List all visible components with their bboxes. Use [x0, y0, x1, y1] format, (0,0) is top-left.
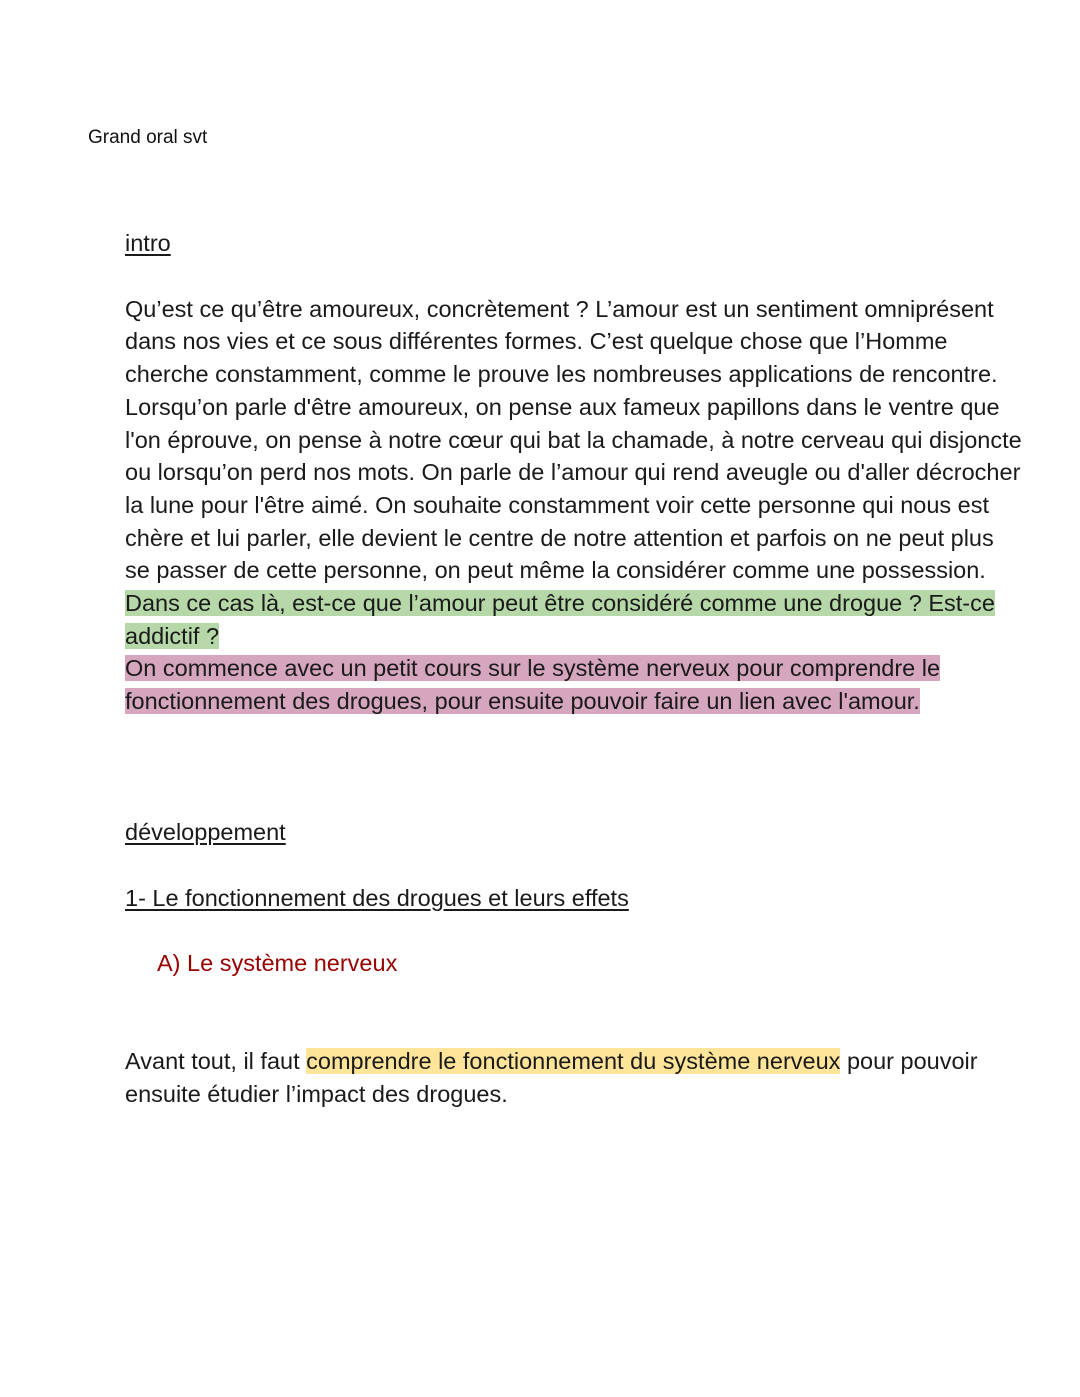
- intro-heading: intro: [125, 230, 171, 256]
- text-after: pour pouvoir ensuite étudier l’impact des drogues.: [125, 1047, 978, 1107]
- question-highlight: Dans ce cas là, est-ce que l’amour peut être considéré comme une drogue ? Est-ce addictif ?: [125, 590, 995, 649]
- intro-plan: [125, 652, 1025, 717]
- part-1-title: 1- Le fonctionnement des drogues et leurs effets: [125, 884, 629, 911]
- plan-highlight: On commence avec un petit cours sur le système nerveux pour comprendre le fonctionnement des drogues, pour ensuite pouvoir faire un lien avec l'amour.: [125, 655, 941, 715]
- development-paragraph: [125, 1045, 1025, 1110]
- intro-paragraph-1: Qu’est ce qu’être amoureux, concrètement ? L’amour est un sentiment omniprésent dans nos vies et ce sous différentes formes. C’est quelque chose que l’Homme cherche constamment, comme le prouve les nombreuses applications de rencontre.: [125, 295, 998, 388]
- development-heading: développement: [125, 818, 286, 845]
- intro-paragraph-2: Lorsqu’on parle d'être amoureux, on pense aux fameux papillons dans le ventre que l'on éprouve, on pense à notre cœur qui bat la chamade, à notre cerveau qui disjoncte ou lorsqu’on perd nos mots. On parle de l’amour qui rend aveugle ou d'aller décrocher la lune pour l'être aimé. On souhaite constamment voir cette personne qui nous est chère et lui parler, elle devient le centre de notre attention et parfois on ne peut plus se passer de cette personne, on peut même la considérer comme une possession.: [125, 393, 1022, 584]
- text-highlight: comprendre le fonctionnement du système nerveux: [306, 1047, 841, 1074]
- subpart-a-title: A) Le système nerveux: [157, 950, 398, 977]
- document-body: [125, 227, 1025, 1110]
- text-before: Avant tout, il faut: [125, 1047, 307, 1074]
- intro-question: [125, 587, 1025, 652]
- document-title: Grand oral svt: [88, 127, 208, 148]
